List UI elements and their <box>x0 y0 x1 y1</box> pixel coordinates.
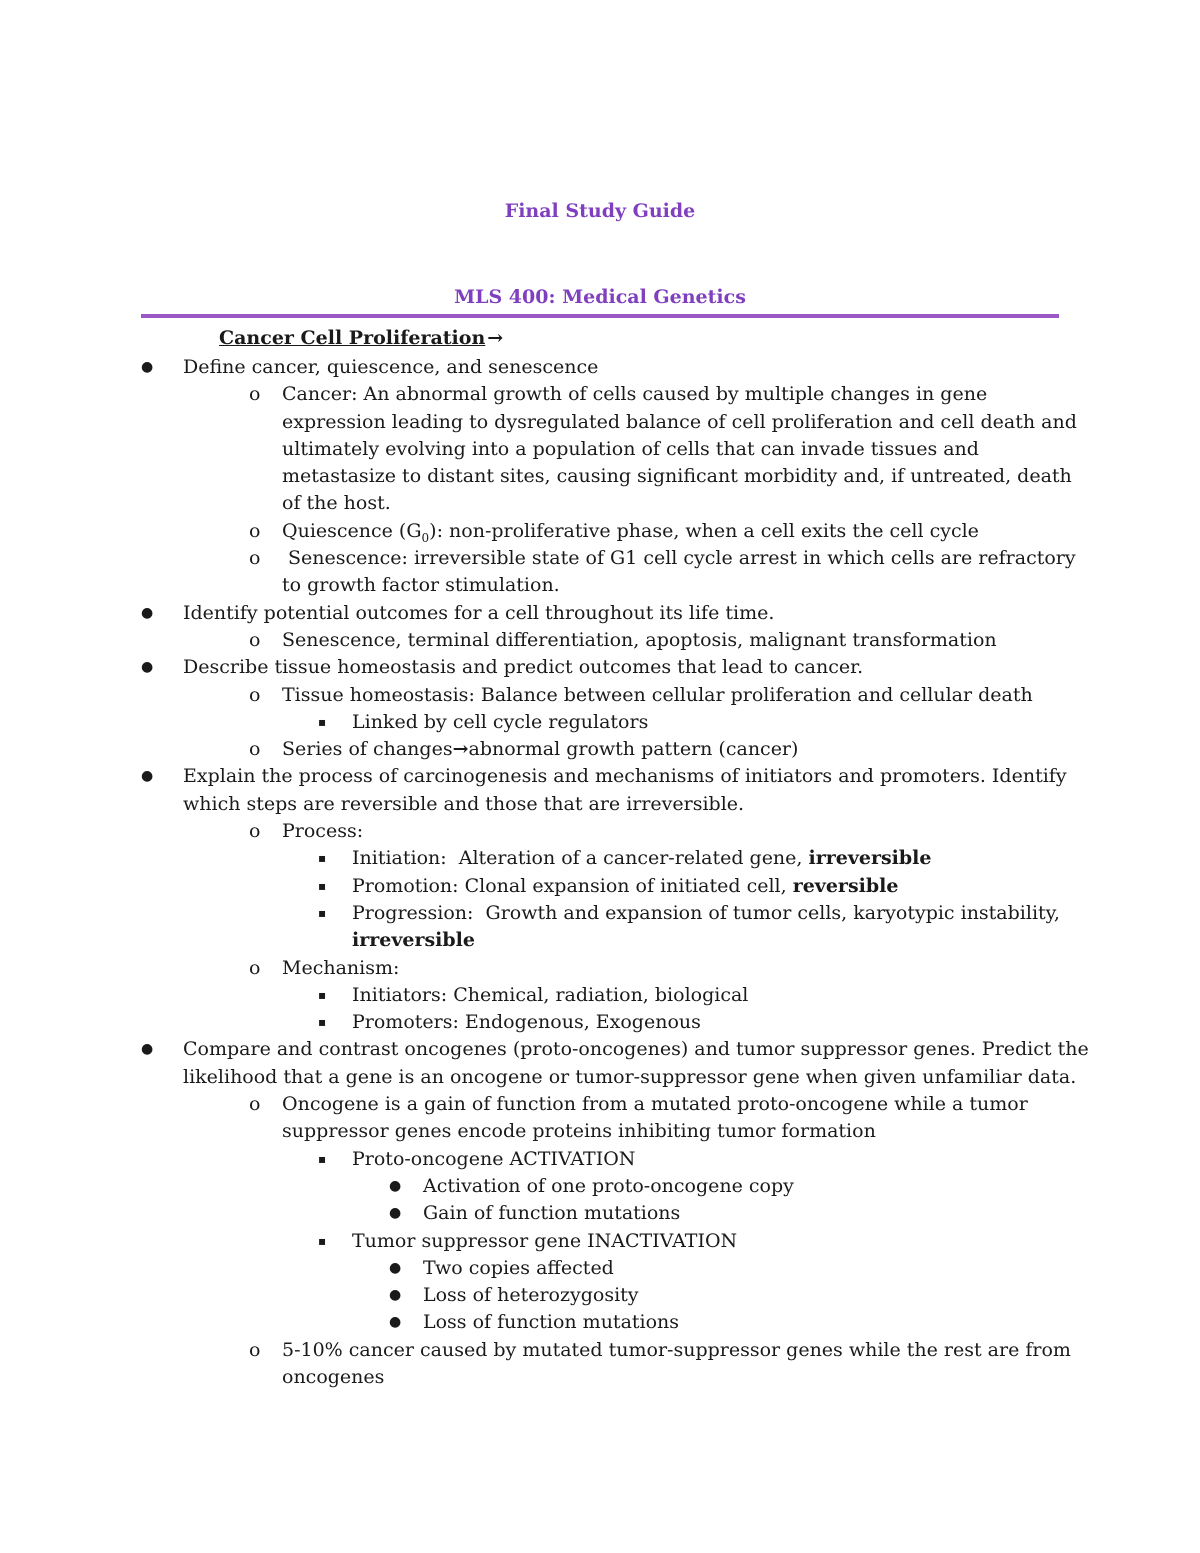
item-text <box>352 873 898 900</box>
square-bullet-icon: ▪ <box>318 1151 327 1166</box>
square-bullet-icon: ▪ <box>318 905 327 920</box>
item-text: ultimately evolving into a population of cells that can invade tissues and <box>282 437 979 460</box>
quiescence-definition: ): non-proliferative phase, when a cell exits the cell cycle <box>429 519 979 542</box>
list-item-level2 <box>0 682 1200 709</box>
quiescence-text: Quiescence (G <box>282 519 422 542</box>
item-text: Describe tissue homeostasis and predict outcomes that lead to cancer. <box>183 656 864 679</box>
list-item-level2 <box>0 518 1200 545</box>
item-text: expression leading to dysregulated balance of cell proliferation and cell death and <box>282 410 1077 433</box>
circle-bullet-icon: o <box>249 547 261 570</box>
bullet-icon: ● <box>389 1287 402 1304</box>
item-text: Oncogene is a gain of function from a mutated proto-oncogene while a tumor <box>282 1093 1028 1116</box>
item-text: Proto-oncogene ACTIVATION <box>352 1147 636 1170</box>
g0-subscript: 0 <box>421 530 430 545</box>
list-item-level1 <box>0 654 1200 681</box>
page-title: Final Study Guide <box>504 200 696 222</box>
continuation-line <box>0 463 1200 490</box>
item-text: Tumor suppressor gene INACTIVATION <box>352 1229 738 1252</box>
list-item-level1 <box>0 354 1200 381</box>
circle-bullet-icon: o <box>249 519 261 542</box>
list-item-level3 <box>0 845 1200 872</box>
bullet-icon: ● <box>141 604 154 621</box>
list-item-level4 <box>0 1309 1200 1336</box>
item-text: Gain of function mutations <box>423 1202 681 1225</box>
bullet-icon: ● <box>389 1314 402 1331</box>
item-text: of the host. <box>282 492 391 515</box>
list-item-level2 <box>0 1091 1200 1118</box>
item-text <box>352 845 931 872</box>
circle-bullet-icon: o <box>249 383 261 406</box>
continuation-line <box>0 791 1200 818</box>
promotion-text: Promotion: Clonal expansion of initiated cell, <box>352 874 793 897</box>
circle-bullet-icon: o <box>249 820 261 843</box>
section-heading <box>219 327 503 349</box>
series-result: abnormal growth pattern (cancer) <box>468 738 799 761</box>
item-text: to growth factor stimulation. <box>282 574 560 597</box>
irreversible-label: irreversible <box>352 929 475 952</box>
item-text: Cancer: An abnormal growth of cells caused by multiple changes in gene <box>282 383 988 406</box>
item-text: Activation of one proto-oncogene copy <box>423 1174 794 1197</box>
title-divider <box>141 314 1059 318</box>
item-text: Senescence: irreversible state of G1 cell cycle arrest in which cells are refractory <box>282 547 1076 570</box>
square-bullet-icon: ▪ <box>318 987 327 1002</box>
bullet-icon: ● <box>389 1205 402 1222</box>
circle-bullet-icon: o <box>249 738 261 761</box>
list-item-level2 <box>0 736 1200 763</box>
reversible-label: reversible <box>792 874 899 897</box>
square-bullet-icon: ▪ <box>318 851 327 866</box>
item-text: Promoters: Endogenous, Exogenous <box>352 1011 701 1034</box>
list-item-level4 <box>0 1173 1200 1200</box>
list-item-level3 <box>0 900 1200 927</box>
continuation-line <box>0 1364 1200 1391</box>
item-text: likelihood that a gene is an oncogene or tumor-suppressor gene when given unfamiliar data. <box>183 1065 1077 1088</box>
list-item-level2 <box>0 545 1200 572</box>
list-item-level1 <box>0 1036 1200 1063</box>
item-text: 5-10% cancer caused by mutated tumor-suppressor genes while the rest are from <box>282 1338 1071 1361</box>
section-heading-text: Cancer Cell Proliferation <box>219 327 486 349</box>
list-item-level4 <box>0 1255 1200 1282</box>
list-item-level3 <box>0 982 1200 1009</box>
list-item-level2 <box>0 1337 1200 1364</box>
item-text: suppressor genes encode proteins inhibiting tumor formation <box>282 1120 876 1143</box>
list-item-level3 <box>0 1228 1200 1255</box>
continuation-line <box>0 409 1200 436</box>
list-item-level1 <box>0 763 1200 790</box>
bullet-icon: ● <box>141 1041 154 1058</box>
item-text: metastasize to distant sites, causing significant morbidity and, if untreated, death <box>282 465 1072 488</box>
list-item-level4 <box>0 1200 1200 1227</box>
continuation-line <box>0 927 1200 954</box>
item-text: Define cancer, quiescence, and senescence <box>183 356 599 378</box>
continuation-line <box>0 436 1200 463</box>
course-title: MLS 400: Medical Genetics <box>454 286 746 308</box>
list-item-level3 <box>0 709 1200 736</box>
item-text: Process: <box>282 820 364 843</box>
item-text: Tissue homeostasis: Balance between cellular proliferation and cellular death <box>282 683 1033 706</box>
item-text: Progression: Growth and expansion of tumor cells, karyotypic instability, <box>352 901 1060 924</box>
item-text: Senescence, terminal differentiation, apoptosis, malignant transformation <box>282 628 997 651</box>
item-text: Loss of function mutations <box>423 1311 680 1334</box>
right-arrow-icon: → <box>487 327 504 349</box>
circle-bullet-icon: o <box>249 1093 261 1116</box>
continuation-line <box>0 1118 1200 1145</box>
item-text: Identify potential outcomes for a cell throughout its life time. <box>183 601 775 624</box>
list-item-level1 <box>0 600 1200 627</box>
list-item-level4 <box>0 1282 1200 1309</box>
study-guide-list <box>0 354 1200 1391</box>
item-text: which steps are reversible and those that are irreversible. <box>183 792 745 815</box>
item-text: Linked by cell cycle regulators <box>352 710 649 733</box>
series-text: Series of changes <box>282 738 453 761</box>
list-item-level3 <box>0 1009 1200 1036</box>
circle-bullet-icon: o <box>249 1338 261 1361</box>
list-item-level2 <box>0 381 1200 408</box>
continuation-line <box>0 572 1200 599</box>
item-text: Initiators: Chemical, radiation, biological <box>352 983 749 1006</box>
right-arrow-icon: → <box>452 738 469 761</box>
item-text <box>282 736 798 763</box>
item-text: Explain the process of carcinogenesis and mechanisms of initiators and promoters. Identify <box>183 765 1067 788</box>
circle-bullet-icon: o <box>249 628 261 651</box>
square-bullet-icon: ▪ <box>318 1233 327 1248</box>
list-item-level3 <box>0 873 1200 900</box>
item-text: Two copies affected <box>423 1256 614 1279</box>
item-text: Loss of heterozygosity <box>423 1284 639 1307</box>
square-bullet-icon: ▪ <box>318 714 327 729</box>
item-text: oncogenes <box>282 1365 385 1388</box>
bullet-icon: ● <box>141 659 154 676</box>
list-item-level3 <box>0 1146 1200 1173</box>
circle-bullet-icon: o <box>249 956 261 979</box>
list-item-level2 <box>0 627 1200 654</box>
square-bullet-icon: ▪ <box>318 878 327 893</box>
continuation-line <box>0 1064 1200 1091</box>
list-item-level2 <box>0 955 1200 982</box>
continuation-line <box>0 490 1200 517</box>
square-bullet-icon: ▪ <box>318 1015 327 1030</box>
item-text: Compare and contrast oncogenes (proto-oncogenes) and tumor suppressor genes. Predict the <box>183 1038 1089 1061</box>
initiation-text: Initiation: Alteration of a cancer-related gene, <box>352 847 809 870</box>
bullet-icon: ● <box>141 768 154 785</box>
bullet-icon: ● <box>141 359 154 375</box>
irreversible-label: irreversible <box>808 847 932 870</box>
bullet-icon: ● <box>389 1177 402 1194</box>
list-item-level2 <box>0 818 1200 845</box>
circle-bullet-icon: o <box>249 683 261 706</box>
bullet-icon: ● <box>389 1259 402 1276</box>
item-text: Mechanism: <box>282 956 400 979</box>
